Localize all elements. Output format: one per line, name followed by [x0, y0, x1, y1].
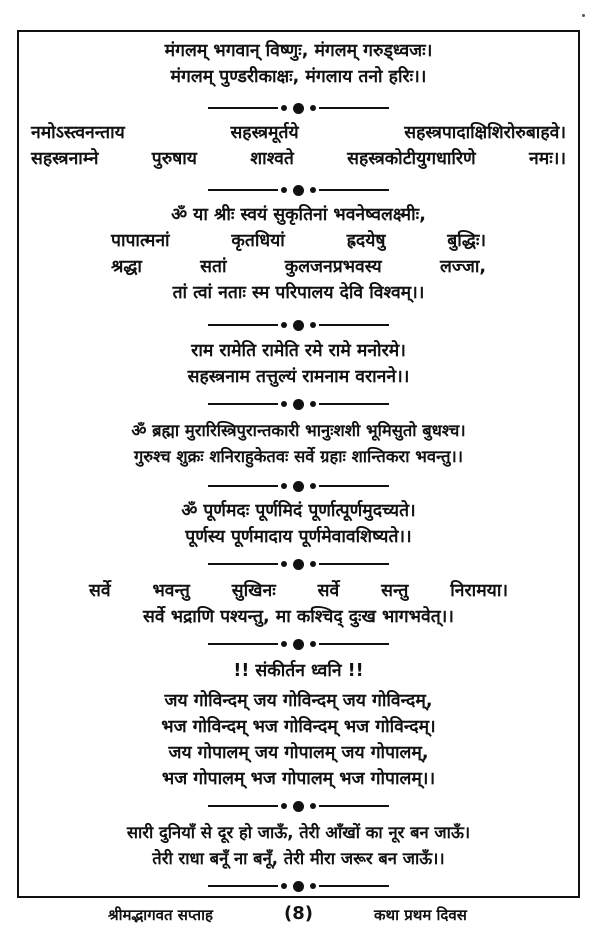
verse-line: ॐ या श्रीः स्वयं सुकृतिनां भवनेष्वलक्ष्मीः,: [171, 205, 426, 225]
purnamadah-verse: [19, 498, 578, 550]
verse-line: सहस्त्रनाम तत्तुल्यं रामनाम वरानने।।: [187, 367, 410, 387]
verse-line: पूर्णस्य पूर्णमादाय पूर्णमेवावशिष्यते।।: [185, 527, 412, 547]
verse-line: ॐ पूर्णमदः पूर्णमिदं पूर्णात्पूर्णमुदच्यते।: [181, 501, 416, 521]
navagraha-verse: [19, 418, 578, 470]
ornament-divider: [19, 800, 578, 812]
shri-stuti-verse: [19, 202, 578, 306]
verse-line: सर्वे भवन्तु सुखिनः सर्वे सन्तु निरामया।: [89, 581, 508, 601]
verse-line: श्रद्धा सतां कुलजनप्रभवस्य लज्जा,: [111, 257, 486, 277]
verse-line: भज गोपालम् भज गोपालम् भज गोपालम्।।: [161, 769, 436, 789]
ornament-divider: [19, 319, 578, 331]
footer-book-title: श्रीमद्भागवत सप्ताह: [108, 906, 213, 924]
verse-line: जय गोविन्दम् जय गोविन्दम् जय गोविन्दम्,: [164, 691, 433, 711]
ornament-divider: [19, 638, 578, 650]
verse-line: भज गोविन्दम् भज गोविन्दम् भज गोविन्दम्।: [161, 717, 436, 737]
ornament-divider: [19, 398, 578, 410]
verse-line: पापात्मनां कृतधियां ह्रदयेषु बुद्धिः।: [111, 231, 486, 251]
speck: [582, 14, 585, 17]
footer-chapter: कथा प्रथम दिवस: [374, 906, 467, 924]
verse-line: राम रामेति रामेति रमे रामे मनोरमे।: [191, 341, 406, 361]
page-footer: [0, 905, 600, 935]
sarve-bhavantu-verse: [19, 578, 578, 630]
sankirtan-section: [19, 658, 578, 792]
ornament-divider: [19, 102, 578, 114]
mangalam-verse: [19, 38, 578, 90]
verse-line: सर्वे भद्राणि पश्यन्तु, मा कश्चिद् दुःख भागभवेत्।।: [143, 607, 454, 627]
verse-line: मंगलम् भगवान् विष्णुः, मंगलम् गरुड्ध्वजः।: [164, 41, 433, 61]
sahasranama-verse: [19, 120, 578, 172]
verse-line: ॐ ब्रह्मा मुरारिस्त्रिपुरान्तकारी भानुःशशी भूमिसुतो बुधश्च।: [131, 421, 466, 440]
ornament-divider: [19, 184, 578, 196]
ornament-divider: [19, 558, 578, 570]
ornament-divider: [19, 880, 578, 892]
verse-line: मंगलम् पुण्डरीकाक्षः, मंगलाय तनो हरिः।।: [170, 67, 427, 87]
ornament-divider: [19, 480, 578, 492]
rama-verse: [19, 338, 578, 390]
sankirtan-heading: !! संकीर्तन ध्वनि !!: [233, 661, 364, 681]
verse-line: गुरुश्च शुक्रः शनिराहुकेतवः सर्वे ग्रहाः शान्तिकरा भवन्तु।।: [133, 447, 464, 466]
verse-line: नमोऽस्त्वनन्ताय सहस्त्रमूर्तये सहस्त्रपादाक्षिशिरोरुबाहवे।: [31, 123, 566, 143]
verse-line: जय गोपालम् जय गोपालम् जय गोपालम्,: [168, 743, 429, 763]
verse-line: सारी दुनियाँ से दूर हो जाऊँ, तेरी आँखों का नूर बन जाऊँ।: [126, 823, 471, 842]
verse-line: सहस्त्रनाम्ने पुरुषाय शाश्वते सहस्त्रकोटीयुगधारिणे नमः।।: [31, 149, 566, 169]
verse-line: तेरी राधा बनूँ ना बनूँ, तेरी मीरा जरूर बन जाऊँ।।: [152, 849, 445, 868]
page-number: (8): [284, 903, 313, 924]
verse-line: तां त्वां नताः स्म परिपालय देवि विश्वम्।।: [172, 283, 425, 303]
page-frame: [17, 30, 580, 898]
bhajan-verse: [19, 820, 578, 872]
